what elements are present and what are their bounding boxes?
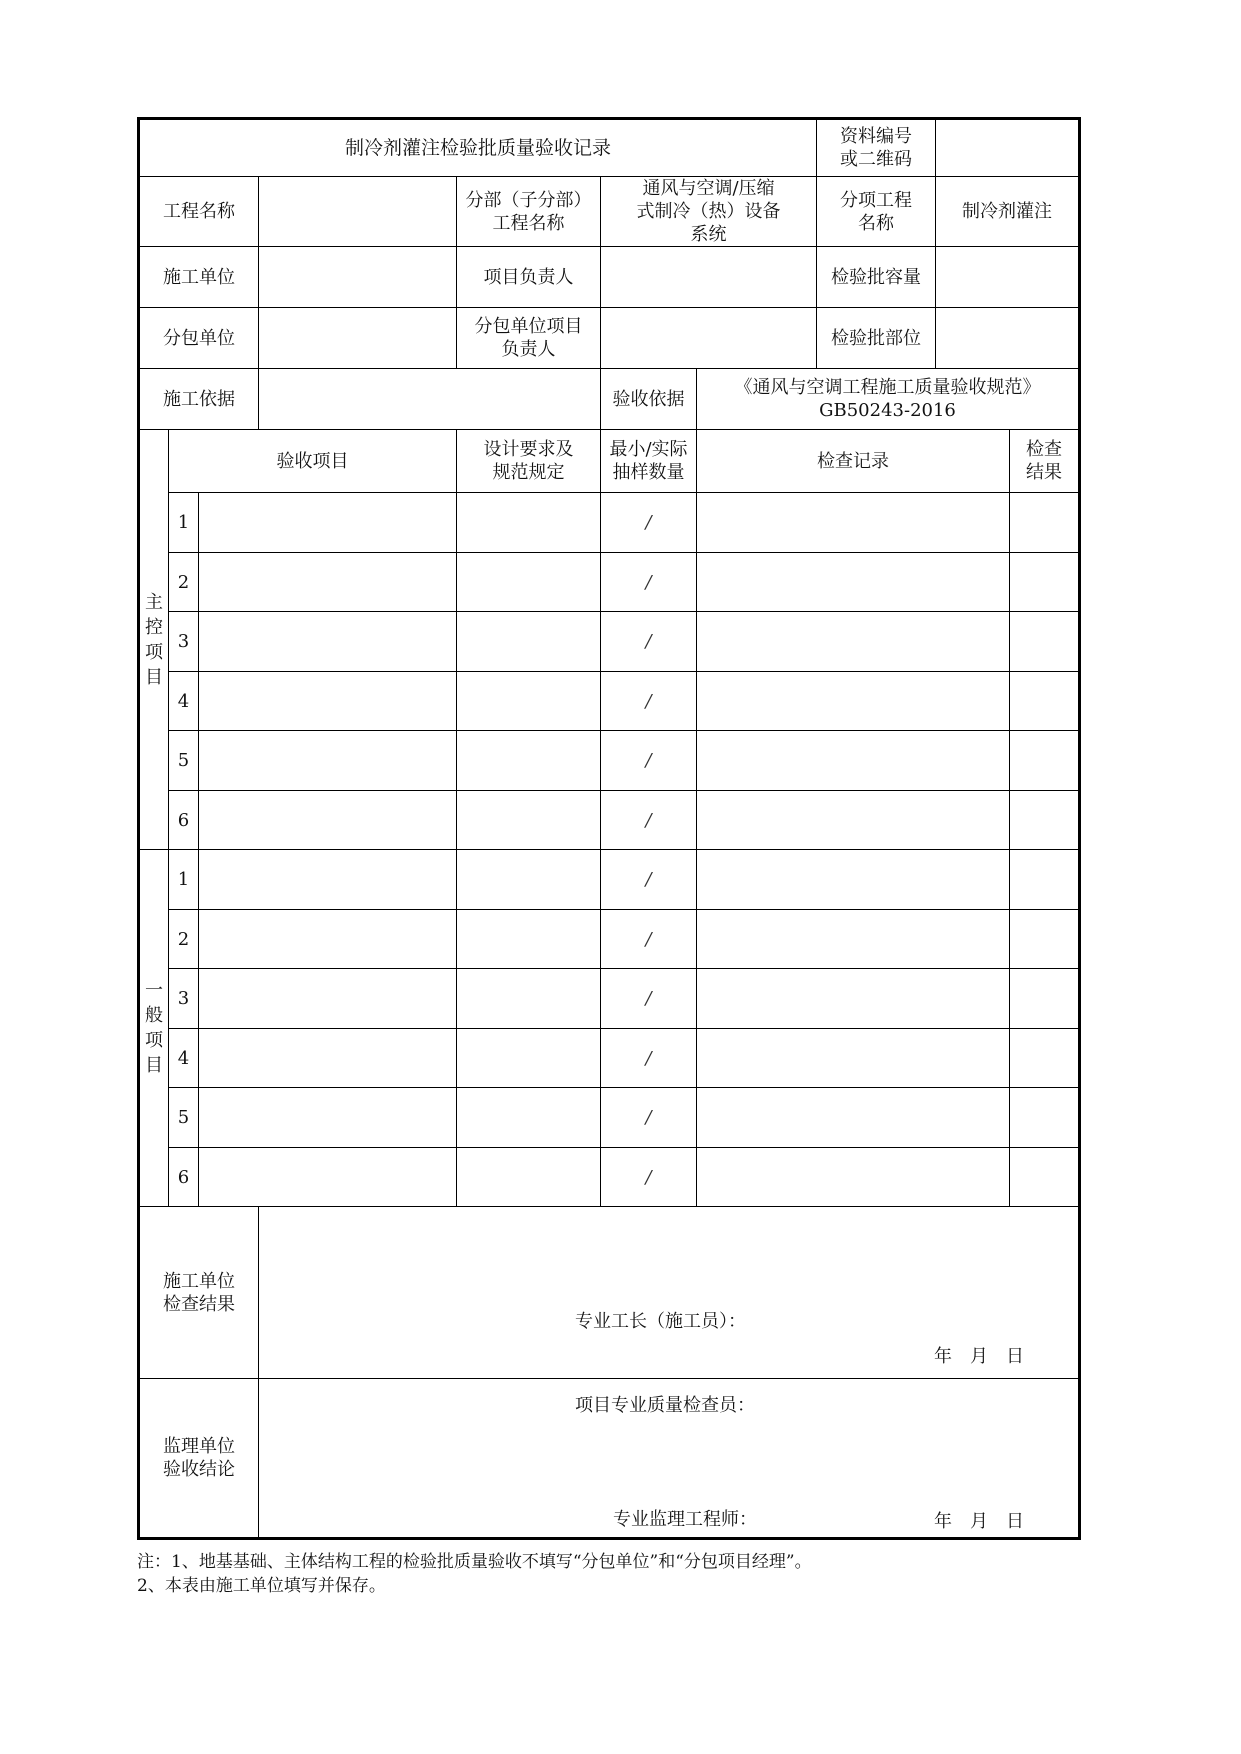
acceptance-basis-label: 验收依据 <box>601 369 697 430</box>
item-field[interactable] <box>199 1088 457 1148</box>
column-design: 设计要求及 规范规定 <box>457 430 601 493</box>
design-field[interactable] <box>457 612 601 672</box>
sample-value: / <box>601 910 697 969</box>
column-result: 检查 结果 <box>1010 430 1080 493</box>
footnote-1: 注：1、地基基础、主体结构工程的检验批质量验收不填写“分包单位”和“分包项目经理”。 <box>137 1552 812 1572</box>
contractor-label: 施工单位 <box>139 247 259 308</box>
row-number: 2 <box>169 553 199 612</box>
contractor-check-label: 施工单位 检查结果 <box>139 1207 259 1379</box>
result-field[interactable] <box>1010 850 1080 910</box>
sample-value: / <box>601 553 697 612</box>
row-number: 2 <box>169 910 199 969</box>
result-field[interactable] <box>1010 910 1080 969</box>
subcontractor-field[interactable] <box>259 308 457 369</box>
sample-value: / <box>601 672 697 731</box>
result-field[interactable] <box>1010 612 1080 672</box>
item-field[interactable] <box>199 1148 457 1207</box>
main-items-group <box>139 430 169 850</box>
sub-manager-field[interactable] <box>601 308 817 369</box>
design-field[interactable] <box>457 850 601 910</box>
record-field[interactable] <box>697 553 1010 612</box>
batch-location-field[interactable] <box>936 308 1080 369</box>
supervisor-check-label: 监理单位 验收结论 <box>139 1379 259 1539</box>
item-field[interactable] <box>199 1029 457 1088</box>
acceptance-record-sheet <box>137 117 1078 1540</box>
contractor-field[interactable] <box>259 247 457 308</box>
sample-value: / <box>601 1148 697 1207</box>
row-number: 6 <box>169 791 199 850</box>
item-field[interactable] <box>199 493 457 553</box>
result-field[interactable] <box>1010 969 1080 1029</box>
design-field[interactable] <box>457 731 601 791</box>
record-field[interactable] <box>697 493 1010 553</box>
form-title: 制冷剂灌注检验批质量验收记录 <box>139 119 817 177</box>
item-field[interactable] <box>199 672 457 731</box>
item-field[interactable] <box>199 969 457 1029</box>
row-number: 1 <box>169 850 199 910</box>
footnotes <box>137 1550 812 1598</box>
sample-value: / <box>601 612 697 672</box>
record-field[interactable] <box>697 791 1010 850</box>
record-field[interactable] <box>697 969 1010 1029</box>
engineer-signature-label: 专业监理工程师： <box>613 1509 757 1530</box>
row-number: 6 <box>169 1148 199 1207</box>
result-field[interactable] <box>1010 672 1080 731</box>
item-field[interactable] <box>199 731 457 791</box>
sample-value: / <box>601 1029 697 1088</box>
result-field[interactable] <box>1010 791 1080 850</box>
construction-basis-field[interactable] <box>259 369 601 430</box>
general-items-group-label: 一般项目 <box>145 980 163 1076</box>
sub-project-label: 分部（子分部） 工程名称 <box>457 177 601 247</box>
supervisor-check-date: 年 月 日 <box>934 1511 1025 1532</box>
sample-value: / <box>601 493 697 553</box>
general-items-group <box>139 850 169 1207</box>
sample-value: / <box>601 731 697 791</box>
record-field[interactable] <box>697 1148 1010 1207</box>
result-field[interactable] <box>1010 493 1080 553</box>
supervisor-check-area[interactable] <box>259 1379 1080 1539</box>
design-field[interactable] <box>457 791 601 850</box>
column-sample: 最小/实际 抽样数量 <box>601 430 697 493</box>
result-field[interactable] <box>1010 731 1080 791</box>
record-field[interactable] <box>697 1029 1010 1088</box>
row-number: 3 <box>169 969 199 1029</box>
construction-basis-label: 施工依据 <box>139 369 259 430</box>
project-manager-field[interactable] <box>601 247 817 308</box>
design-field[interactable] <box>457 672 601 731</box>
sample-value: / <box>601 1088 697 1148</box>
project-name-field[interactable] <box>259 177 457 247</box>
row-number: 3 <box>169 612 199 672</box>
item-name-label: 分项工程 名称 <box>817 177 936 247</box>
record-field[interactable] <box>697 910 1010 969</box>
contractor-check-area[interactable] <box>259 1207 1080 1416</box>
batch-capacity-field[interactable] <box>936 247 1080 308</box>
record-field[interactable] <box>697 672 1010 731</box>
result-field[interactable] <box>1010 553 1080 612</box>
design-field[interactable] <box>457 1148 601 1207</box>
project-name-label: 工程名称 <box>139 177 259 247</box>
design-field[interactable] <box>457 553 601 612</box>
main-items-group-label: 主控项目 <box>145 591 163 688</box>
batch-location-label: 检验批部位 <box>817 308 936 369</box>
item-name-value: 制冷剂灌注 <box>936 177 1080 247</box>
row-number: 4 <box>169 1029 199 1088</box>
result-field[interactable] <box>1010 1148 1080 1207</box>
record-field[interactable] <box>697 850 1010 910</box>
batch-capacity-label: 检验批容量 <box>817 247 936 308</box>
acceptance-record-form <box>137 117 1081 1540</box>
foreman-signature-label: 专业工长（施工员）： <box>575 1311 746 1332</box>
inspector-signature-label: 项目专业质量检查员： <box>575 1395 755 1416</box>
footnote-2: 2、本表由施工单位填写并保存。 <box>137 1576 386 1596</box>
design-field[interactable] <box>457 910 601 969</box>
sample-value: / <box>601 791 697 850</box>
design-field[interactable] <box>457 1029 601 1088</box>
sub-project-value: 通风与空调/压缩 式制冷（热）设备 系统 <box>601 177 817 247</box>
doc-no-field[interactable] <box>936 119 1080 177</box>
doc-no-label: 资料编号 或二维码 <box>817 119 936 177</box>
result-field[interactable] <box>1010 1029 1080 1088</box>
row-number: 5 <box>169 1088 199 1148</box>
acceptance-basis-value: 《通风与空调工程施工质量验收规范》 GB50243-2016 <box>697 369 1080 430</box>
record-field[interactable] <box>697 731 1010 791</box>
item-field[interactable] <box>199 612 457 672</box>
subcontractor-label: 分包单位 <box>139 308 259 369</box>
item-field[interactable] <box>199 910 457 969</box>
contractor-check-date: 年 月 日 <box>934 1346 1025 1367</box>
sample-value: / <box>601 969 697 1029</box>
column-record: 检查记录 <box>697 430 1010 493</box>
design-field[interactable] <box>457 969 601 1029</box>
item-field[interactable] <box>199 850 457 910</box>
item-field[interactable] <box>199 553 457 612</box>
project-manager-label: 项目负责人 <box>457 247 601 308</box>
sample-value: / <box>601 850 697 910</box>
item-field[interactable] <box>199 791 457 850</box>
row-number: 1 <box>169 493 199 553</box>
design-field[interactable] <box>457 1088 601 1148</box>
record-field[interactable] <box>697 612 1010 672</box>
design-field[interactable] <box>457 493 601 553</box>
row-number: 5 <box>169 731 199 791</box>
sub-manager-label: 分包单位项目 负责人 <box>457 308 601 369</box>
result-field[interactable] <box>1010 1088 1080 1148</box>
row-number: 4 <box>169 672 199 731</box>
record-field[interactable] <box>697 1088 1010 1148</box>
column-item: 验收项目 <box>169 430 457 493</box>
